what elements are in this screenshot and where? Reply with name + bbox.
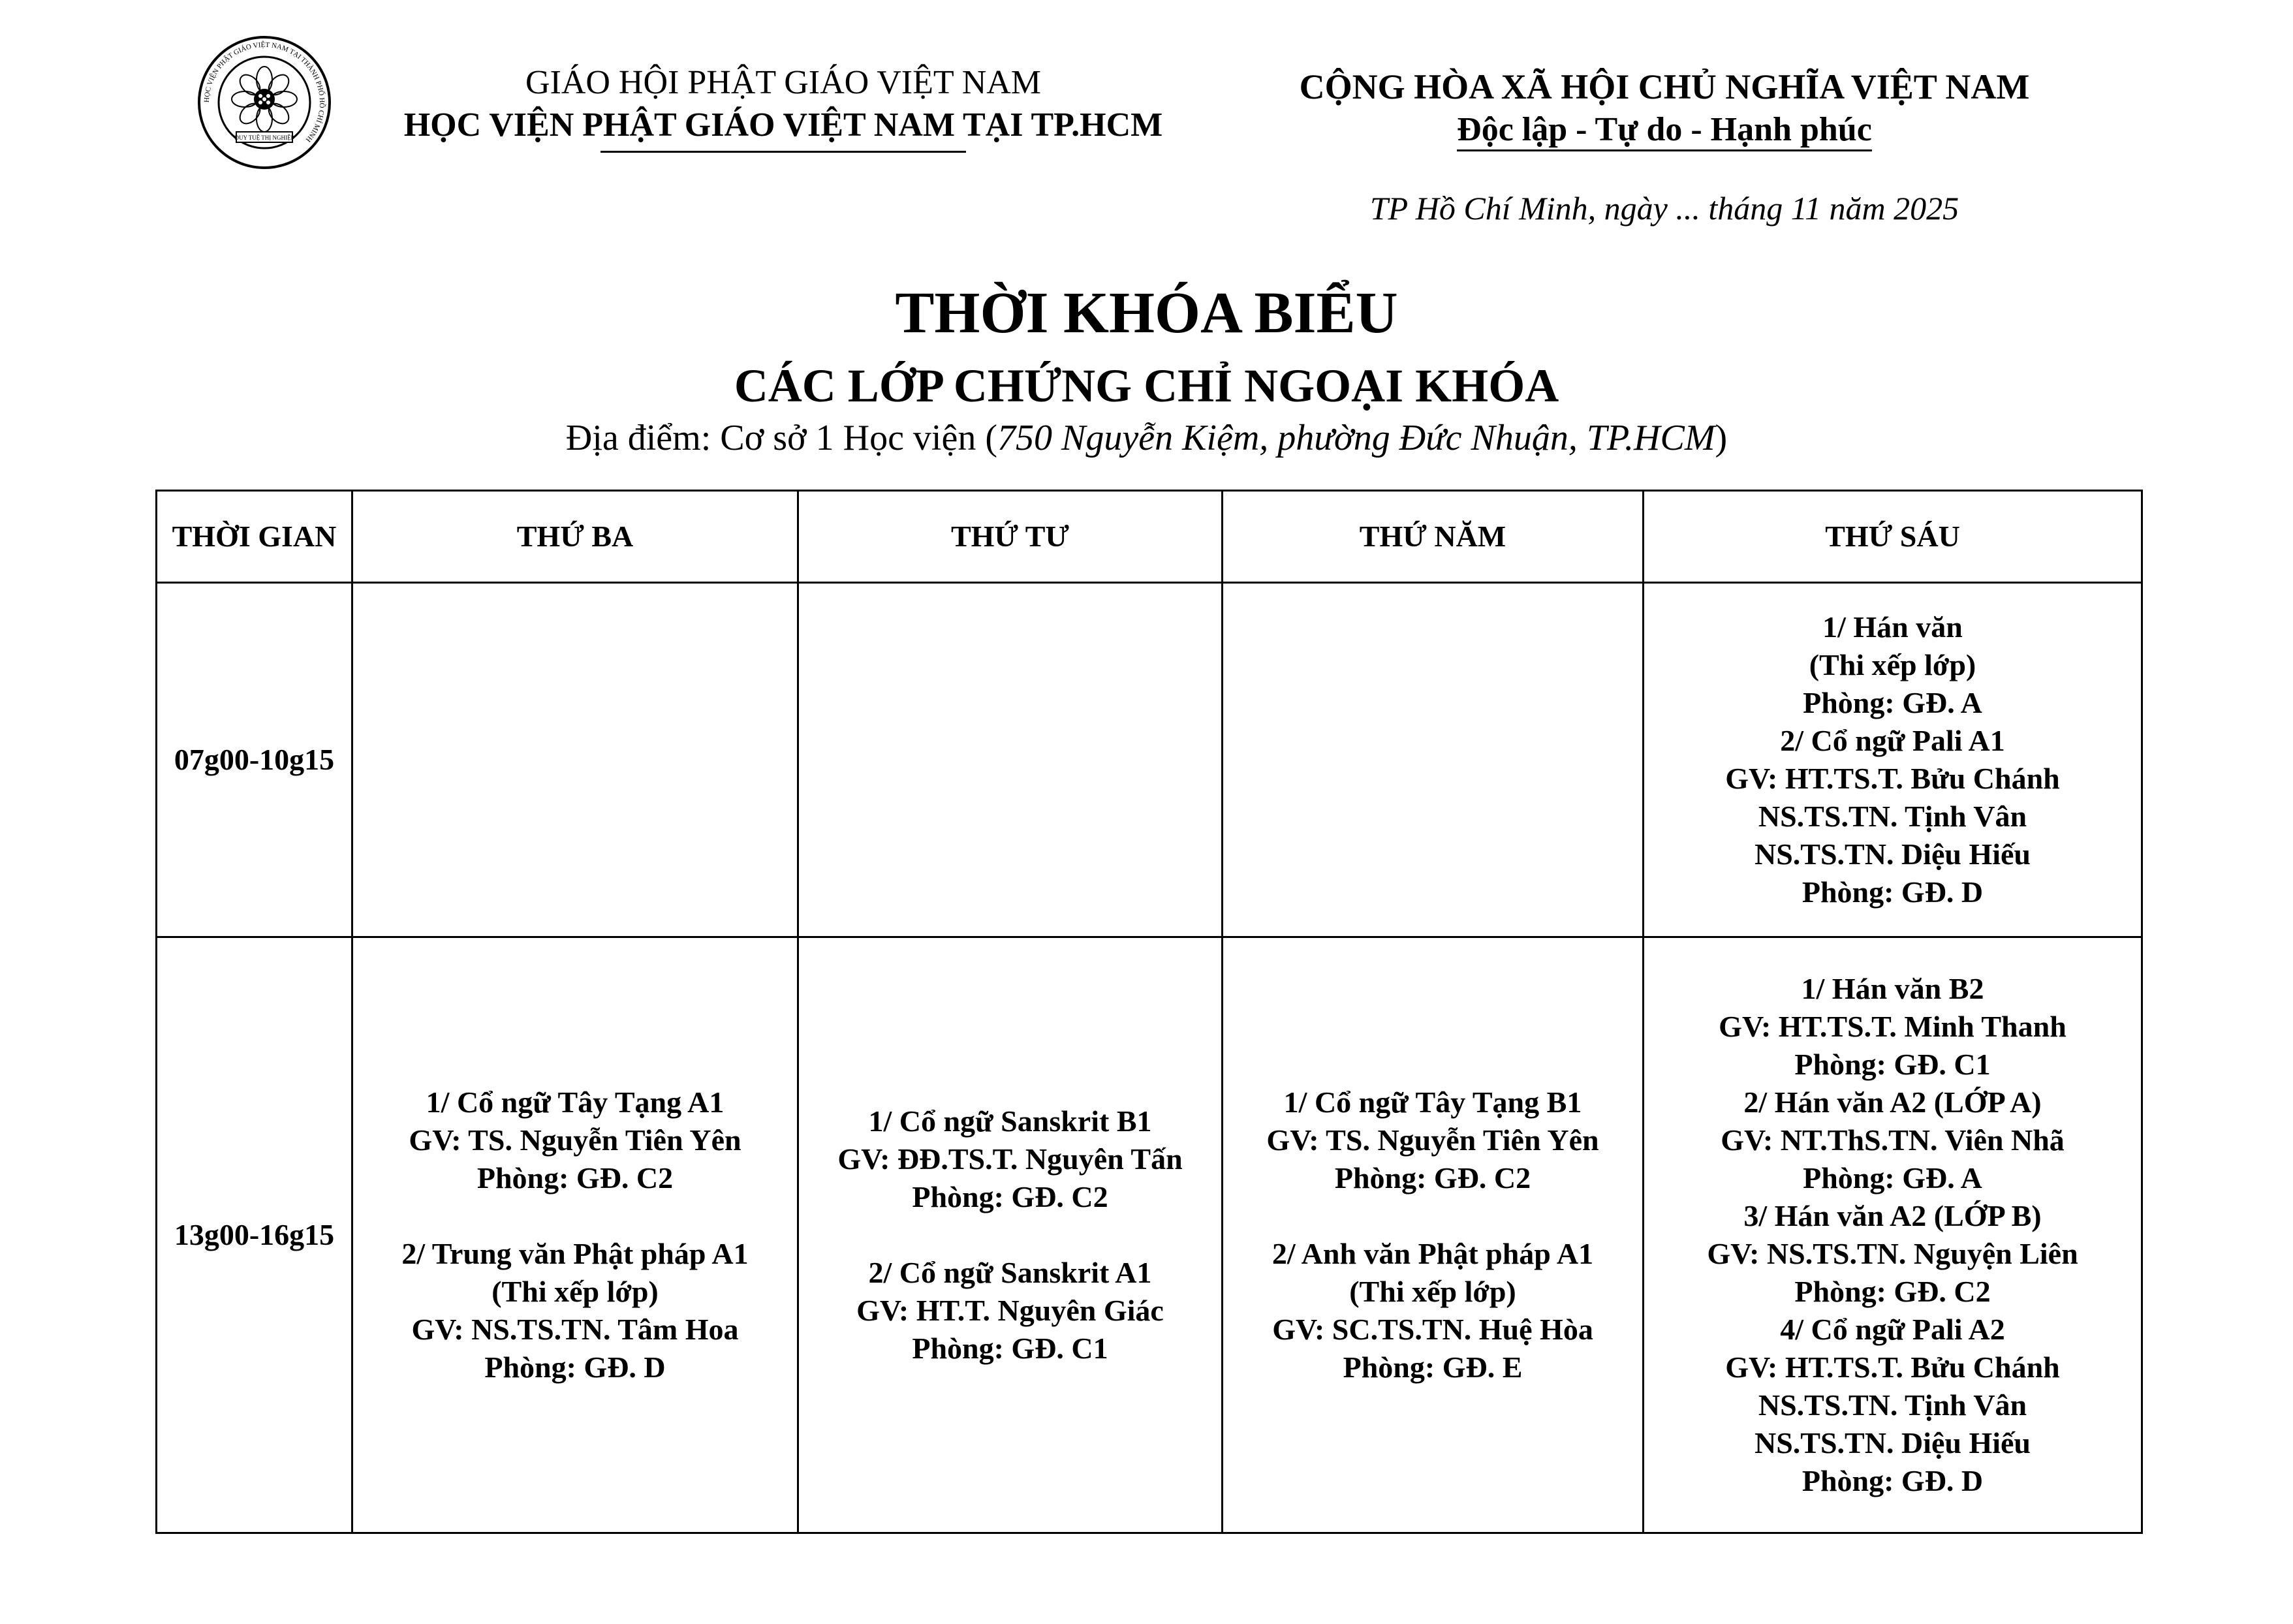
motto-text: Độc lập - Tự do - Hạnh phúc [1457,111,1872,151]
timetable [155,490,2143,1534]
time-cell: 07g00-10g15 [157,583,352,937]
schedule-cell-wed [798,583,1223,937]
dateline: TP Hồ Chí Minh, ngày ... tháng 11 năm 2025 [1369,190,1959,226]
schedule-line: Phòng: GĐ. D [484,1351,666,1384]
line-gap [1227,1197,1638,1235]
schedule-cell-thu [1223,937,1644,1533]
table-row [157,937,2142,1533]
location-line [0,416,2293,460]
schedule-cell-thu [1223,583,1644,937]
col-header-fri: THỨ SÁU [1644,491,2142,583]
schedule-line: Phòng: GĐ. C2 [1794,1275,1991,1308]
schedule-line: (Thi xếp lớp) [491,1275,659,1308]
location-address: 750 Nguyễn Kiệm, phường Đức Nhuận, TP.HCM [997,418,1715,458]
col-header-wed: THỨ TƯ [798,491,1223,583]
schedule-line: 2/ Trung văn Phật pháp A1 [401,1237,749,1270]
schedule-cell-fri [1644,583,2142,937]
motto [1240,108,2089,151]
country-name: CỘNG HÒA XÃ HỘI CHỦ NGHĨA VIỆT NAM [1299,67,2030,106]
table-row [157,583,2142,937]
schedule-line: 1/ Hán văn [1822,610,1963,644]
schedule-line: GV: NS.TS.TN. Tâm Hoa [411,1313,739,1346]
schedule-cell-tue [352,937,798,1533]
schedule-line: 1/ Cổ ngữ Tây Tạng A1 [426,1085,725,1119]
schedule-line: 4/ Cổ ngữ Pali A2 [1780,1313,2005,1346]
schedule-line: GV: HT.TS.T. Minh Thanh [1719,1010,2067,1043]
schedule-line: 2/ Cổ ngữ Pali A1 [1780,724,2005,757]
institute-seal [196,34,333,171]
schedule-line: NS.TS.TN. Tịnh Vân [1758,800,2027,833]
page-subtitle: CÁC LỚP CHỨNG CHỈ NGOẠI KHÓA [734,360,1559,412]
schedule-line: Phòng: GĐ. E [1343,1351,1523,1384]
line-gap [357,1197,793,1235]
schedule-cell-fri [1644,937,2142,1533]
schedule-line: Phòng: GĐ. A [1803,1161,1982,1195]
schedule-cell-wed [798,937,1223,1533]
schedule-line: 1/ Cổ ngữ Sanskrit B1 [868,1104,1152,1138]
schedule-line: (Thi xếp lớp) [1349,1275,1516,1308]
schedule-line: GV: NT.ThS.TN. Viên Nhã [1721,1123,2065,1157]
page-title: THỜI KHÓA BIỂU [895,281,1398,345]
col-header-time: THỜI GIAN [157,491,352,583]
location-suffix: ) [1715,418,1728,458]
schedule-line: GV: SC.TS.TN. Huệ Hòa [1272,1313,1593,1346]
schedule-line: GV: NS.TS.TN. Nguyện Liên [1707,1237,2078,1270]
col-header-tue: THỨ BA [352,491,798,583]
org-name: GIÁO HỘI PHẬT GIÁO VIỆT NAM [525,64,1042,101]
schedule-line: 2/ Hán văn A2 (LỚP A) [1743,1085,2042,1119]
header-left-rule [601,151,966,153]
col-header-thu: THỨ NĂM [1223,491,1644,583]
location-prefix: Địa điểm: Cơ sở 1 Học viện ( [565,418,997,458]
header-right [1240,65,2089,151]
header-row [157,491,2142,583]
schedule-line: GV: ĐĐ.TS.T. Nguyên Tấn [837,1142,1183,1176]
seal-banner-text: DUY TUỆ THỊ NGHIỆP [234,134,294,141]
schedule-line: NS.TS.TN. Diệu Hiếu [1754,837,2031,871]
schedule-line: 2/ Anh văn Phật pháp A1 [1271,1237,1594,1270]
time-cell: 13g00-16g15 [157,937,352,1533]
schedule-line: 1/ Hán văn B2 [1801,972,1984,1005]
schedule-line: Phòng: GĐ. C1 [912,1332,1108,1365]
header-left [352,62,1214,153]
schedule-line: Phòng: GĐ. A [1803,686,1982,719]
schedule-line: 2/ Cổ ngữ Sanskrit A1 [868,1256,1152,1289]
line-gap [803,1216,1217,1254]
schedule-line: NS.TS.TN. Diệu Hiếu [1754,1426,2031,1460]
schedule-line: 1/ Cổ ngữ Tây Tạng B1 [1283,1085,1582,1119]
schedule-line: GV: TS. Nguyễn Tiên Yên [1266,1123,1599,1157]
title-block [0,277,2293,460]
schedule-line: GV: HT.TS.T. Bửu Chánh [1725,1351,2060,1384]
schedule-line: Phòng: GĐ. D [1802,875,1984,909]
schedule-line: GV: HT.TS.T. Bửu Chánh [1725,762,2060,795]
schedule-cell-tue [352,583,798,937]
institute-name: HỌC VIỆN PHẬT GIÁO VIỆT NAM TẠI TP.HCM [403,106,1163,144]
schedule-line: Phòng: GĐ. C2 [912,1180,1108,1213]
schedule-line: Phòng: GĐ. C2 [1334,1161,1531,1195]
schedule-line: Phòng: GĐ. D [1802,1464,1984,1497]
schedule-line: GV: HT.T. Nguyên Giác [856,1294,1164,1327]
schedule-line: (Thi xếp lớp) [1809,648,1976,681]
schedule-line: Phòng: GĐ. C1 [1794,1048,1991,1081]
schedule-line: 3/ Hán văn A2 (LỚP B) [1743,1199,2042,1232]
schedule-line: Phòng: GĐ. C2 [476,1161,674,1195]
seal-outer-text: HỌC VIỆN PHẬT GIÁO VIỆT NAM TẠI THÀNH PHỐ HỒ CHÍ MINH [202,40,326,144]
schedule-line: NS.TS.TN. Tịnh Vân [1758,1388,2027,1422]
schedule-line: GV: TS. Nguyễn Tiên Yên [409,1123,741,1157]
